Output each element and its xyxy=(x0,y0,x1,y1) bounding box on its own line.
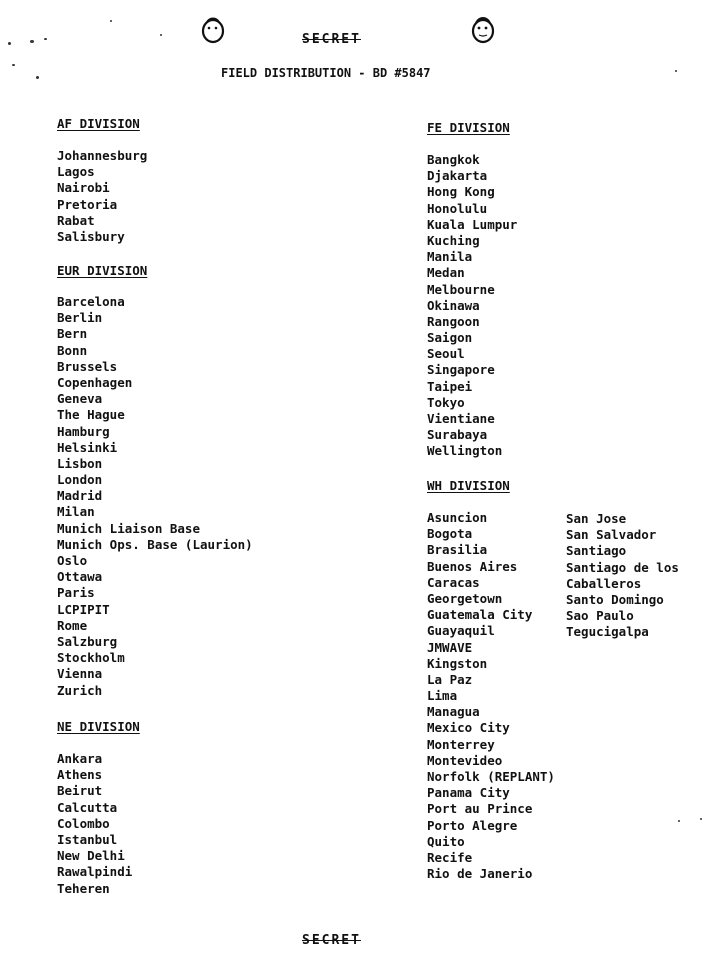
city-list-item: Pretoria xyxy=(57,196,118,212)
city-list-item: Bern xyxy=(57,326,88,342)
city-list-item: Istanbul xyxy=(57,831,118,847)
city-list-item: Honolulu xyxy=(427,200,488,216)
wh-division-list-col2 xyxy=(566,511,679,641)
city-list-item: Taipei xyxy=(427,378,473,394)
ne-division-heading: NE DIVISION xyxy=(57,719,140,734)
city-list-item: Salzburg xyxy=(57,633,118,649)
city-list-item: Caracas xyxy=(427,574,480,590)
city-list-item: Sao Paulo xyxy=(566,608,634,624)
city-list-item: Copenhagen xyxy=(57,374,133,390)
city-list-item: Ankara xyxy=(57,751,103,766)
city-list-item: Buenos Aires xyxy=(427,558,518,574)
city-list-item: Guayaquil xyxy=(427,623,495,639)
fe-division-heading: FE DIVISION xyxy=(427,120,510,135)
city-list-item: Surabaya xyxy=(427,427,488,443)
city-list-item: Quito xyxy=(427,833,465,849)
city-list-item: Beirut xyxy=(57,783,103,799)
city-list-item: Helsinki xyxy=(57,439,118,455)
scan-speck xyxy=(110,20,112,22)
city-list-item: Rome xyxy=(57,617,88,633)
city-list-item: Kuala Lumpur xyxy=(427,216,518,232)
city-list-item: Medan xyxy=(427,265,465,281)
city-list-item: JMWAVE xyxy=(427,639,473,655)
scan-speck xyxy=(700,818,702,820)
city-list-item: Teheren xyxy=(57,880,110,896)
city-list-item: Bogota xyxy=(427,526,473,542)
city-list-item: Zurich xyxy=(57,682,103,698)
city-list-item: Rio de Janerio xyxy=(427,866,533,882)
city-list-item: Djakarta xyxy=(427,168,488,184)
city-list-item: Tegucigalpa xyxy=(566,624,649,640)
city-list-item: Rabat xyxy=(57,212,95,228)
wh-division-list-col1 xyxy=(427,510,555,882)
city-list-item: Mexico City xyxy=(427,720,510,736)
city-list-item: Vienna xyxy=(57,666,103,682)
city-list-item: Santiago de los xyxy=(566,559,679,575)
city-list-item: Wellington xyxy=(427,443,503,459)
city-list-item: Bangkok xyxy=(427,152,480,167)
city-list-item: Rawalpindi xyxy=(57,864,133,880)
city-list-item: Lisbon xyxy=(57,455,103,471)
eur-division-heading: EUR DIVISION xyxy=(57,263,148,278)
city-list-item: Bonn xyxy=(57,342,88,358)
document-title: FIELD DISTRIBUTION - BD #5847 xyxy=(221,66,431,80)
city-list-item: Johannesburg xyxy=(57,148,148,163)
face-stamp-icon xyxy=(470,14,496,44)
city-list-item: LCPIPIT xyxy=(57,601,110,617)
scan-speck xyxy=(675,70,677,72)
city-list-item: Panama City xyxy=(427,785,510,801)
city-list-item: Lagos xyxy=(57,164,95,180)
scan-speck xyxy=(8,42,11,45)
city-list-item: Porto Alegre xyxy=(427,817,518,833)
scan-speck xyxy=(44,38,47,40)
city-list-item: Munich Ops. Base (Laurion) xyxy=(57,536,253,552)
city-list-item: Santiago xyxy=(566,543,627,559)
city-list-item: Santo Domingo xyxy=(566,591,664,607)
city-list-item: Monterrey xyxy=(427,736,495,752)
city-list-item: Barcelona xyxy=(57,294,125,309)
city-list-item: Colombo xyxy=(57,815,110,831)
city-list-item: Seoul xyxy=(427,346,465,362)
city-list-item: Ottawa xyxy=(57,569,103,585)
wh-division-heading: WH DIVISION xyxy=(427,478,510,493)
city-list-item: Calcutta xyxy=(57,799,118,815)
city-list-item: Hong Kong xyxy=(427,184,495,200)
scan-speck xyxy=(12,64,15,66)
city-list-item: Tokyo xyxy=(427,394,465,410)
city-list-item: Montevideo xyxy=(427,752,503,768)
city-list-item: Guatemala City xyxy=(427,607,533,623)
city-list-item: Berlin xyxy=(57,310,103,326)
city-list-item: Stockholm xyxy=(57,650,125,666)
city-list-item: Madrid xyxy=(57,488,103,504)
city-list-item: The Hague xyxy=(57,407,125,423)
city-list-item: San Salvador xyxy=(566,527,657,543)
city-list-item: Norfolk (REPLANT) xyxy=(427,769,555,784)
city-list-item: Brussels xyxy=(57,358,118,374)
city-list-item: Paris xyxy=(57,585,95,601)
eur-division-list xyxy=(57,294,253,699)
city-list-item: Hamburg xyxy=(57,423,110,439)
city-list-item: Melbourne xyxy=(427,281,495,297)
city-list-item: Kingston xyxy=(427,655,488,671)
city-list-item: Oslo xyxy=(57,553,88,568)
city-list-item: Munich Liaison Base xyxy=(57,520,200,536)
city-list-item: Managua xyxy=(427,704,480,720)
city-list-item: Nairobi xyxy=(57,180,110,196)
city-list-item: Rangoon xyxy=(427,313,480,329)
city-list-item: Port au Prince xyxy=(427,801,533,817)
city-list-item: La Paz xyxy=(427,671,473,687)
city-list-item: Saigon xyxy=(427,330,473,346)
classification-marking-bottom: SECRET xyxy=(302,933,361,948)
city-list-item: Geneva xyxy=(57,391,103,407)
city-list-item: Vientiane xyxy=(427,411,495,426)
af-division-list xyxy=(57,148,147,245)
city-list-item: Okinawa xyxy=(427,297,480,313)
city-list-item: London xyxy=(57,472,103,488)
city-list-item: Singapore xyxy=(427,362,495,378)
city-list-item: Athens xyxy=(57,767,103,783)
scan-speck xyxy=(36,76,39,79)
face-stamp-icon xyxy=(200,14,226,44)
ne-division-list xyxy=(57,751,132,897)
city-list-item: Recife xyxy=(427,849,473,865)
city-list-item: Brasilia xyxy=(427,542,488,558)
scan-speck xyxy=(678,820,680,822)
scan-speck xyxy=(160,34,162,36)
city-list-item: Caballeros xyxy=(566,575,642,591)
city-list-item: Georgetown xyxy=(427,590,503,606)
city-list-item: Salisbury xyxy=(57,228,125,244)
classification-marking-top: SECRET xyxy=(302,32,361,47)
city-list-item: Milan xyxy=(57,504,95,520)
city-list-item: Manila xyxy=(427,249,473,265)
city-list-item: San Jose xyxy=(566,511,627,526)
city-list-item: Asuncion xyxy=(427,510,488,525)
city-list-item: New Delhi xyxy=(57,848,125,864)
af-division-heading: AF DIVISION xyxy=(57,116,140,131)
scan-speck xyxy=(30,40,34,43)
city-list-item: Kuching xyxy=(427,232,480,248)
fe-division-list xyxy=(427,152,517,460)
city-list-item: Lima xyxy=(427,688,458,704)
